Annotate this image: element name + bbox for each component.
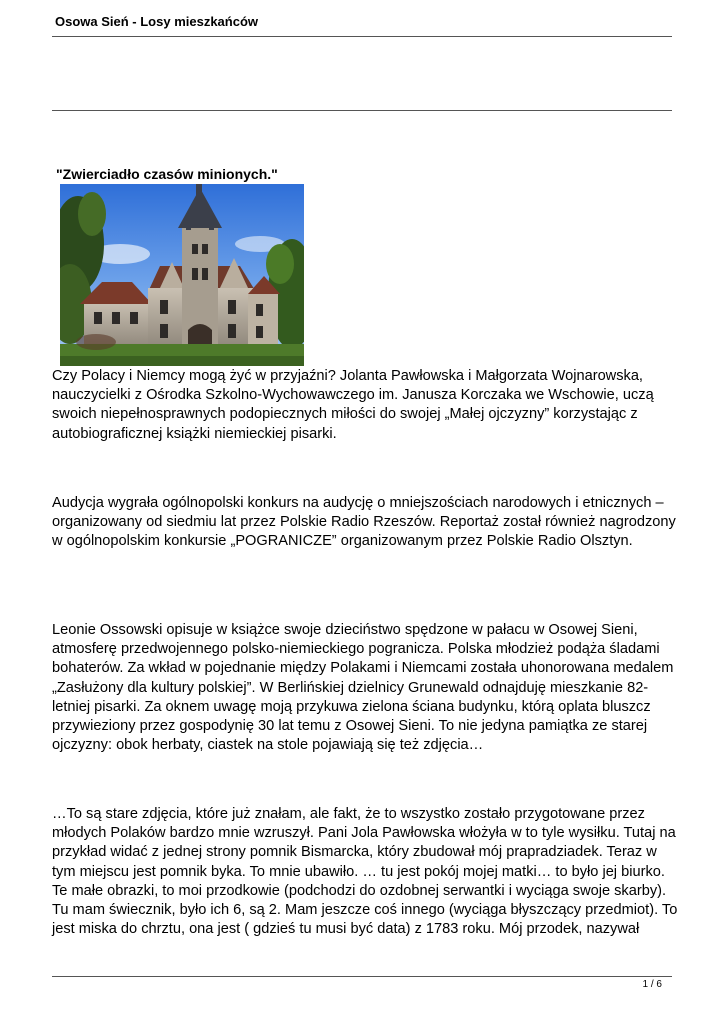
paragraph-text: …To są stare zdjęcia, które już znałam, ale fakt, że to wszystko zostało przygotowane przez młodych Polaków bardzo mnie wzruszył. Pani Jola Pawłowska włożyła w to tyle wysiłku. Tutaj na przykład widać z jednej strony pomnik Bismarcka, który zbudował mój prapradziadek. Teraz w tym miejscu jest pomnik byka. To mnie ubawiło. … tu jest pokój mojej matki… to było jej biurko. Te małe obrazki, to moi przodkowie (podchodzi do ozdobnej serwantki i wyciąga swoje skarby). Tu mam świecznik, było ich 6, są 2. Mam jeszcze coś innego (wyciąga błyszczący przedmiot). To jest miska do chrztu, ona jest ( gdzieś tu musi być data) z 1783 roku. Mój przodek, nazywał bbox=[52, 806, 678, 938]
header-divider bbox=[52, 36, 672, 37]
paragraph-text: Czy Polacy i Niemcy mogą żyć w przyjaźni? Jolanta Pawłowska i Małgorzata Wojnarowska, nauczycielki z Ośrodka Szkolno-Wychowawczego im. Janusza Korczaka we Wschowie, uczą swoich niepełnosprawnych podopiecznych miłości do swojej „Małej ojczyzny” korzystając z autobiograficznej książki niemieckiej pisarki. bbox=[52, 368, 654, 442]
article-title: "Zwierciadło czasów minionych." bbox=[56, 166, 278, 182]
paragraph-text: Leonie Ossowski opisuje w książce swoje dzieciństwo spędzone w pałacu w Osowej Sieni, atmosferę przedwojennego polsko-niemieckiego pogranicza. Polska młodzież podąża śladami bohaterów. Za wkład w pojednanie między Polakami i Niemcami została uhonorowana medalem „Zasłużony dla kultury polskiej”. W Berlińskiej dzielnicy Grunewald odnajduję mieszkanie 82-letniej pisarki. Za oknem uwagę moją przykuwa zielona ściana budynku, którą oplata bluszcz przywieziony przez gospodynię 30 lat temu z Osowej Sieni. To nie jedyna pamiątka ze starej ojczyzny: obok herbaty, ciastek na stole pojawiają się też zdjęcia… bbox=[52, 622, 674, 754]
page-number: 1 / 6 bbox=[642, 979, 662, 990]
paragraph-award bbox=[52, 494, 682, 552]
document-header-title: Osowa Sień - Losy mieszkańców bbox=[55, 14, 259, 29]
paragraph-story bbox=[52, 621, 682, 755]
castle-photo bbox=[60, 184, 304, 366]
footer-divider bbox=[52, 976, 672, 977]
paragraph-quote bbox=[52, 805, 682, 939]
section-divider bbox=[52, 110, 672, 111]
paragraph-intro bbox=[52, 367, 682, 444]
paragraph-text: Audycja wygrała ogólnopolski konkurs na audycję o mniejszościach narodowych i etnicznych – organizowany od siedmiu lat przez Polskie Radio Rzeszów. Reportaż został również nagrodzony w ogólnopolskim konkursie „POGRANICZE” organizowanym przez Polskie Radio Olsztyn. bbox=[52, 495, 676, 550]
